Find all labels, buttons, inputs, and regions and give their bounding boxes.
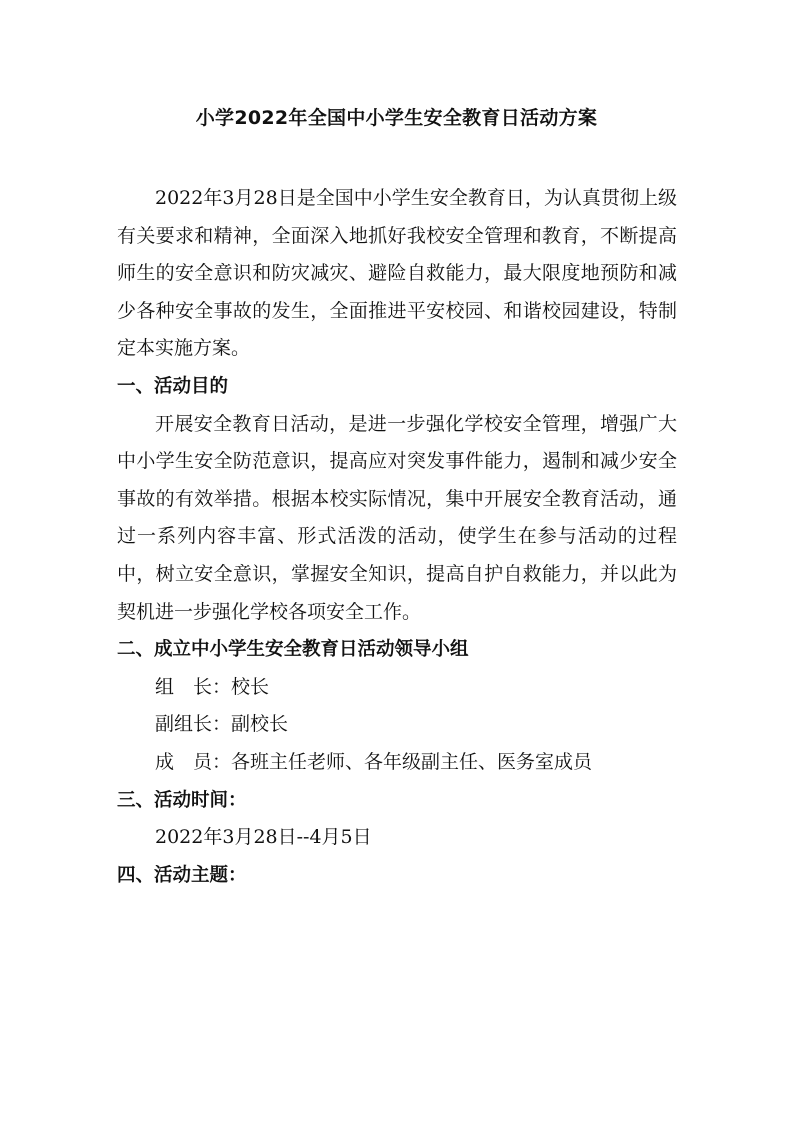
members-line: 成 员：各班主任老师、各年级副主任、医务室成员 bbox=[155, 750, 593, 773]
document-body bbox=[117, 180, 677, 894]
section-3-heading: 三、活动时间： bbox=[117, 789, 247, 811]
section-2-heading: 二、成立中小学生安全教育日活动领导小组 bbox=[117, 639, 469, 661]
section-1-heading: 一、活动目的 bbox=[117, 375, 229, 397]
section-4-heading: 四、活动主题： bbox=[117, 864, 247, 886]
document-title: 小学2022年全国中小学生安全教育日活动方案 bbox=[195, 107, 598, 129]
activity-time-line: 2022年3月28日--4月5日 bbox=[155, 826, 372, 849]
intro-paragraph: 2022年3月28日是全国中小学生安全教育日，为认真贯彻上级有关要求和精神，全面深入地抓好我校安全管理和教育，不断提高师生的安全意识和防灾减灾、避险自救能力，最大限度地预防和减少各种安全事故的发生，全面推进平安校园、和谐校园建设，特制定本实施方案。 bbox=[117, 187, 677, 360]
deputy-leader-line: 副组长：副校长 bbox=[155, 713, 289, 736]
leader-line: 组 长：校长 bbox=[155, 675, 270, 698]
section-1-paragraph: 开展安全教育日活动，是进一步强化学校安全管理，增强广大中小学生安全防范意识，提高应对突发事件能力，遏制和减少安全事故的有效举措。根据本校实际情况，集中开展安全教育活动，通过一系列内容丰富、形式活泼的活动，使学生在参与活动的过程中，树立安全意识，掌握安全知识，提高自护自救能力，并以此为契机进一步强化学校各项安全工作。 bbox=[117, 412, 677, 623]
